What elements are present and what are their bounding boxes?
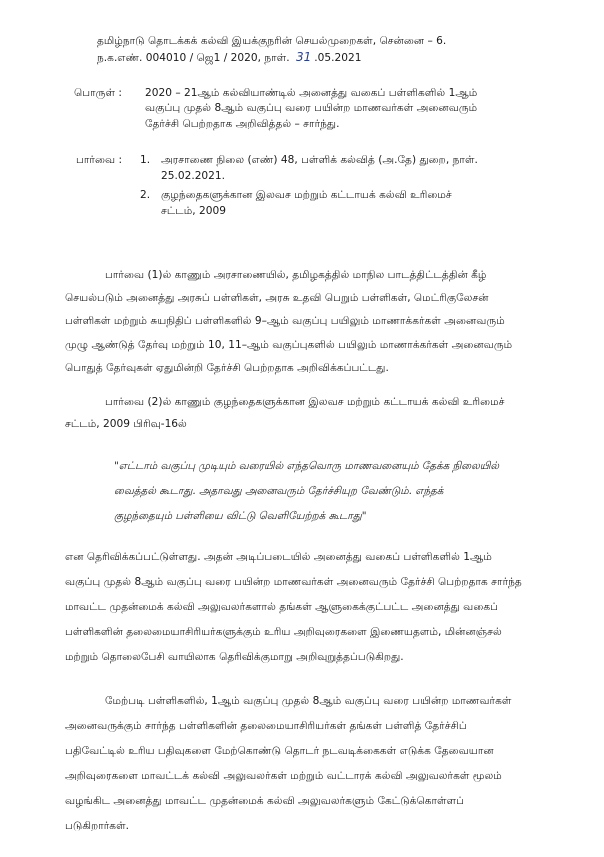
handwritten-date-day: 31 (296, 50, 312, 64)
paragraph-line: அனைவருக்கும் சார்ந்த பள்ளிகளின் தலைமையாசிரியர்கள் தங்கள் பள்ளித் தேர்ச்சிப் (65, 720, 467, 732)
paragraph-line: பள்ளிகள் மற்றும் சுயநிதிப் பள்ளிகளில் 9–ஆம் வகுப்பு பயிலும் மாணாக்கர்கள் அனைவரும் (65, 315, 505, 327)
quote-line: குழந்தையும் பள்ளியை விட்டு வெளியேற்றக் கூடாது" (114, 510, 367, 522)
reference-number-line (97, 50, 361, 65)
paragraph-line: பார்வை (2)ல் காணும் குழந்தைகளுக்கான இலவச மற்றும் கட்டாயக் கல்வி உரிமைச் (105, 396, 505, 408)
subject-line: 2020 – 21ஆம் கல்வியாண்டில் அனைத்து வகைப் பள்ளிகளில் 1ஆம் (145, 87, 478, 99)
paragraph-line: சட்டம், 2009 பிரிவு-16ல் (65, 418, 187, 430)
paragraph-line: பார்வை (1)ல் காணும் அரசாணையில், தமிழகத்தில் மாநில பாடத்திட்டத்தின் கீழ் (105, 269, 487, 281)
paragraph-line: பதிவேட்டில் உரிய பதிவுகளை மேற்கொண்டு தொடர் நடவடிக்கைகள் எடுக்க தேவையான (65, 745, 494, 757)
paragraph-line: பள்ளிகளின் தலைமையாசிரியர்களுக்கும் உரிய அறிவுரைகளை இணையதளம், மின்னஞ்சல் (65, 626, 502, 638)
office-heading: தமிழ்நாடு தொடக்கக் கல்வி இயக்குநரின் செயல்முறைகள், சென்னை – 6. (97, 35, 447, 47)
reference-item-line: அரசாணை நிலை (எண்) 48, பள்ளிக் கல்வித் (அ.தே) துறை, நாள். (161, 154, 478, 166)
paragraph-line: மேற்படி பள்ளிகளில், 1ஆம் வகுப்பு முதல் 8ஆம் வகுப்பு வரை பயின்ற மாணவர்கள் (105, 695, 512, 707)
paragraph-line: முழு ஆண்டுத் தேர்வு மற்றும் 10, 11–ஆம் வகுப்புகளில் பயிலும் மாணாக்கர்கள் அனைவரும் (65, 339, 513, 351)
reference-item-number: 1. (140, 154, 151, 166)
reference-number: ந.க.எண். 004010 / ஜெ1 / 2020, நாள். (97, 52, 290, 64)
reference-item-number: 2. (140, 189, 151, 201)
reference-date-suffix: .05.2021 (314, 52, 362, 64)
paragraph-line: படுகிறார்கள். (65, 820, 130, 832)
paragraph-line: செயல்படும் அனைத்து அரசுப் பள்ளிகள், அரசு உதவி பெறும் பள்ளிகள், மெட்ரிகுலேசன் (65, 292, 489, 304)
paragraph-line: வகுப்பு முதல் 8ஆம் வகுப்பு வரை பயின்ற மாணவர்கள் அனைவரும் தேர்ச்சி பெற்றதாக சார்ந்த (65, 576, 522, 588)
reference-item-line: சட்டம், 2009 (161, 205, 226, 217)
paragraph-line: என தெரிவிக்கப்பட்டுள்ளது. அதன் அடிப்படையில் அனைத்து வகைப் பள்ளிகளில் 1ஆம் (65, 551, 492, 563)
quote-line: "எட்டாம் வகுப்பு முடியும் வரையில் எந்தவொரு மாணவனையும் தேக்க நிலையில் (114, 460, 499, 472)
paragraph-line: அறிவுரைகளை மாவட்டக் கல்வி அலுவலர்கள் மற்றும் வட்டாரக் கல்வி அலுவலர்கள் மூலம் (65, 770, 502, 782)
quote-line: வைத்தல் கூடாது. அதாவது அனைவரும் தேர்ச்சியுற வேண்டும். எந்தக் (114, 485, 444, 497)
paragraph-line: மற்றும் தொலைபேசி வாயிலாக தெரிவிக்குமாறு அறிவுறுத்தப்படுகிறது. (65, 651, 404, 663)
paragraph-line: மாவட்ட முதன்மைக் கல்வி அலுவலர்களால் தங்கள் ஆளுகைக்குட்பட்ட அனைத்து வகைப் (65, 601, 499, 613)
references-label: பார்வை : (76, 154, 123, 166)
reference-item-line: 25.02.2021. (161, 170, 226, 182)
paragraph-line: வழங்கிட அனைத்து மாவட்ட முதன்மைக் கல்வி அலுவலர்களும் கேட்டுக்கொள்ளப் (65, 795, 465, 807)
subject-label: பொருள் : (74, 87, 122, 99)
subject-line: வகுப்பு முதல் 8ஆம் வகுப்பு வரை பயின்ற மாணவர்கள் அனைவரும் (145, 102, 478, 114)
reference-item-line: குழந்தைகளுக்கான இலவச மற்றும் கட்டாயக் கல்வி உரிமைச் (161, 189, 452, 201)
subject-line: தேர்ச்சி பெற்றதாக அறிவித்தல் – சார்ந்து. (145, 118, 340, 130)
paragraph-line: பொதுத் தேர்வுகள் ஏதுமின்றி தேர்ச்சி பெற்றதாக அறிவிக்கப்பட்டது. (65, 362, 389, 374)
